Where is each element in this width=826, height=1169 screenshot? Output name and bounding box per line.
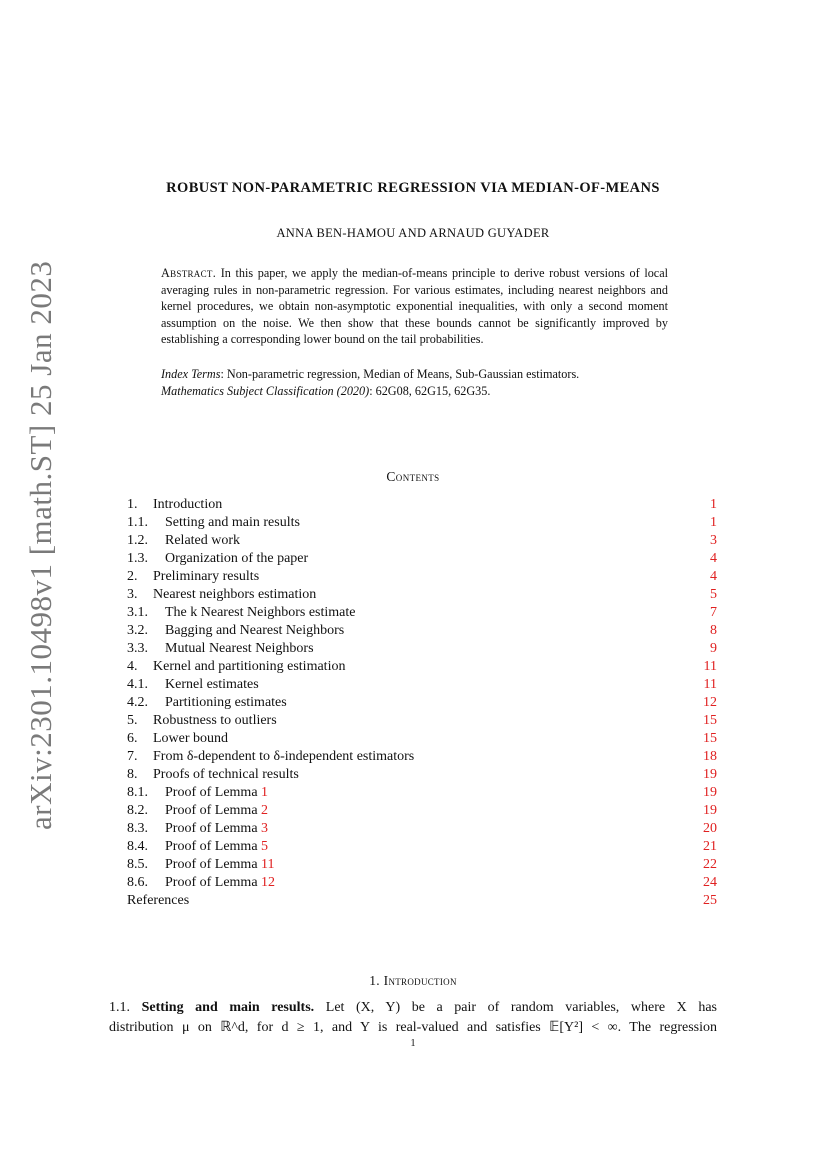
lemma-ref-link[interactable]: 1 <box>261 785 269 800</box>
abstract-text: In this paper, we apply the median-of-means principle to derive robust versions of local averaging rules in non-parametric regression. For various estimates, including nearest neighbors and kernel procedures, we obtain non-asymptotic exponential inequalities, with only a second moment assumption on the noise. We then show that these bounds cannot be significantly improved by establishing a corresponding lower bound on the tail probabilities. <box>161 266 668 347</box>
msc-classification <box>161 383 681 400</box>
toc-entry-title[interactable] <box>165 604 356 622</box>
toc-page-link[interactable]: 11 <box>703 677 717 692</box>
toc-entry-number: 1.1. <box>127 515 148 530</box>
toc-entry-title[interactable] <box>165 838 268 856</box>
index-terms-text: : Non-parametric regression, Median of Means, Sub-Gaussian estimators. <box>220 367 580 381</box>
toc-page-link[interactable]: 5 <box>710 587 717 602</box>
lemma-ref-link[interactable]: 12 <box>261 875 276 890</box>
toc-page-link[interactable]: 21 <box>703 839 717 854</box>
toc-entry-title[interactable] <box>165 856 275 874</box>
toc-entry-number: 1.2. <box>127 533 148 548</box>
body-text <box>109 998 717 1038</box>
toc-entry-number: 8.5. <box>127 857 148 872</box>
toc-entry-number: 8.6. <box>127 875 148 890</box>
toc-entry-number: 8.3. <box>127 821 148 836</box>
toc-entry-title[interactable] <box>165 514 300 532</box>
toc-entry-title-text: Introduction <box>153 497 223 512</box>
toc-page-link[interactable]: 20 <box>703 821 717 836</box>
toc-entry-number: 3.2. <box>127 623 148 638</box>
table-of-contents <box>127 496 717 910</box>
toc-page-link[interactable]: 19 <box>703 785 717 800</box>
toc-page-link[interactable]: 1 <box>710 515 717 530</box>
toc-page-link[interactable]: 19 <box>703 803 717 818</box>
toc-entry-title[interactable] <box>153 730 228 748</box>
toc-entry-title-text: The k Nearest Neighbors estimate <box>165 605 356 620</box>
toc-page-link[interactable]: 19 <box>703 767 717 782</box>
abstract-label: Abstract. <box>161 266 217 280</box>
toc-entry-title-text: Bagging and Nearest Neighbors <box>165 623 345 638</box>
toc-entry-title-text: Setting and main results <box>165 515 300 530</box>
toc-entry-title[interactable] <box>153 568 259 586</box>
toc-entry[interactable] <box>127 604 717 622</box>
toc-entry-number: 7. <box>127 749 138 764</box>
toc-entry-title[interactable] <box>165 676 259 694</box>
toc-entry-title[interactable] <box>165 550 308 568</box>
toc-entry-title-text: Proof of Lemma <box>165 875 258 890</box>
toc-entry-title-text: Proof of Lemma <box>165 785 258 800</box>
toc-page-link[interactable]: 1 <box>710 497 717 512</box>
toc-entry-title-text: Kernel and partitioning estimation <box>153 659 346 674</box>
toc-entry-number: 1. <box>127 497 138 512</box>
index-terms <box>161 366 681 383</box>
toc-entry[interactable] <box>127 766 717 784</box>
body-line <box>109 998 717 1018</box>
toc-entry-title[interactable] <box>165 802 268 820</box>
lemma-ref-link[interactable]: 3 <box>261 821 269 836</box>
section-title: Introduction <box>383 973 457 988</box>
toc-page-link[interactable]: 15 <box>703 731 717 746</box>
toc-entry[interactable] <box>127 496 717 514</box>
toc-page-link[interactable]: 8 <box>710 623 717 638</box>
msc-label: Mathematics Subject Classification (2020) <box>161 383 370 398</box>
lemma-ref-link[interactable]: 2 <box>261 803 269 818</box>
toc-entry[interactable] <box>127 838 717 856</box>
index-terms-label: Index Terms <box>161 367 221 381</box>
toc-entry-title[interactable] <box>153 586 316 604</box>
toc-entry-title-text: Nearest neighbors estimation <box>153 587 317 602</box>
body-line-text: Let (X, Y) be a pair of random variables, where X has <box>325 1000 718 1015</box>
toc-entry[interactable] <box>127 640 717 658</box>
toc-entry-title[interactable] <box>165 622 344 640</box>
toc-entry-number: 1.3. <box>127 551 148 566</box>
toc-entry-number: 3. <box>127 587 138 602</box>
lemma-ref-link[interactable]: 5 <box>261 839 269 854</box>
toc-entry[interactable] <box>127 892 717 910</box>
subsection-title: Setting and main results. <box>141 1000 315 1015</box>
toc-entry-title-text: References <box>127 893 190 908</box>
toc-entry-title[interactable] <box>165 694 287 712</box>
toc-entry-title-text: Robustness to outliers <box>153 713 277 728</box>
toc-entry[interactable] <box>127 730 717 748</box>
toc-page-link[interactable]: 12 <box>703 695 717 710</box>
toc-entry-title-text: Proofs of technical results <box>153 767 299 782</box>
toc-entry[interactable] <box>127 820 717 838</box>
toc-entry-title[interactable] <box>127 892 189 910</box>
toc-entry[interactable] <box>127 514 717 532</box>
toc-entry-title[interactable] <box>165 820 268 838</box>
toc-entry-title[interactable] <box>153 712 277 730</box>
body-line: distribution μ on ℝ^d, for d ≥ 1, and Y is real-valued and satisfies 𝔼[Y²] < ∞. The regression <box>109 1020 717 1035</box>
toc-entry[interactable] <box>127 748 717 766</box>
arxiv-stamp: arXiv:2301.10498v1 [math.ST] 25 Jan 2023 <box>23 260 58 830</box>
toc-entry-title[interactable] <box>153 766 299 784</box>
toc-page-link[interactable]: 11 <box>703 659 717 674</box>
paper-title: ROBUST NON-PARAMETRIC REGRESSION VIA MEDIAN-OF-MEANS <box>166 180 660 196</box>
toc-entry-number: 8. <box>127 767 138 782</box>
subsection-number: 1.1. <box>109 1000 130 1015</box>
toc-entry-title-text: Organization of the paper <box>165 551 309 566</box>
toc-entry[interactable] <box>127 586 717 604</box>
toc-entry-number: 4.1. <box>127 677 148 692</box>
toc-entry-number: 5. <box>127 713 138 728</box>
toc-entry[interactable] <box>127 712 717 730</box>
toc-entry-title-text: Related work <box>165 533 241 548</box>
toc-entry-title-text: Lower bound <box>153 731 229 746</box>
toc-entry-number: 8.4. <box>127 839 148 854</box>
toc-entry-title-text: Proof of Lemma <box>165 857 258 872</box>
toc-entry-title[interactable] <box>153 496 222 514</box>
toc-entry[interactable] <box>127 550 717 568</box>
toc-entry-title-text: Proof of Lemma <box>165 821 258 836</box>
toc-entry[interactable] <box>127 658 717 676</box>
toc-page-link[interactable]: 4 <box>710 569 717 584</box>
toc-entry-title-text: Proof of Lemma <box>165 803 258 818</box>
page-number: 1 <box>410 1038 416 1049</box>
toc-entry-number: 4. <box>127 659 138 674</box>
toc-page-link[interactable]: 22 <box>703 857 717 872</box>
toc-entry-number: 3.3. <box>127 641 148 656</box>
toc-page-link[interactable]: 9 <box>710 641 717 656</box>
toc-page-link[interactable]: 4 <box>710 551 717 566</box>
toc-entry[interactable] <box>127 784 717 802</box>
toc-entry-title[interactable] <box>165 784 268 802</box>
toc-entry-title-text: Preliminary results <box>153 569 260 584</box>
toc-entry-title[interactable] <box>165 874 275 892</box>
contents-heading: Contents <box>386 469 440 484</box>
toc-entry[interactable] <box>127 676 717 694</box>
toc-entry[interactable] <box>127 568 717 586</box>
toc-entry-title-text: Mutual Nearest Neighbors <box>165 641 314 656</box>
toc-entry[interactable] <box>127 694 717 712</box>
paper-authors: ANNA BEN-HAMOU AND ARNAUD GUYADER <box>276 226 550 240</box>
toc-entry-number: 2. <box>127 569 138 584</box>
toc-entry[interactable] <box>127 856 717 874</box>
toc-entry-number: 4.2. <box>127 695 148 710</box>
toc-entry-title-text: Proof of Lemma <box>165 839 258 854</box>
toc-page-link[interactable]: 7 <box>710 605 717 620</box>
toc-entry-number: 6. <box>127 731 138 746</box>
toc-entry[interactable] <box>127 802 717 820</box>
keywords-block <box>161 366 681 399</box>
msc-text: : 62G08, 62G15, 62G35. <box>369 383 491 398</box>
lemma-ref-link[interactable]: 11 <box>261 857 275 872</box>
toc-entry-number: 3.1. <box>127 605 148 620</box>
toc-entry-title-text: From δ-dependent to δ-independent estimators <box>153 749 415 764</box>
toc-entry[interactable] <box>127 874 717 892</box>
toc-page-link[interactable]: 18 <box>703 749 717 764</box>
toc-entry-number: 8.2. <box>127 803 148 818</box>
section-number: 1. <box>369 973 380 988</box>
toc-page-link[interactable]: 15 <box>703 713 717 728</box>
toc-page-link[interactable]: 25 <box>703 893 717 908</box>
toc-entry[interactable] <box>127 622 717 640</box>
toc-entry-title[interactable] <box>153 658 345 676</box>
toc-entry-title[interactable] <box>165 532 240 550</box>
toc-entry-title-text: Kernel estimates <box>165 677 259 692</box>
section-heading <box>0 973 826 989</box>
toc-page-link[interactable]: 3 <box>710 533 717 548</box>
toc-entry-title[interactable] <box>153 748 414 766</box>
toc-page-link[interactable]: 24 <box>703 875 717 890</box>
toc-entry[interactable] <box>127 532 717 550</box>
abstract <box>161 265 668 348</box>
toc-entry-title-text: Partitioning estimates <box>165 695 287 710</box>
toc-entry-title[interactable] <box>165 640 314 658</box>
toc-entry-number: 8.1. <box>127 785 148 800</box>
